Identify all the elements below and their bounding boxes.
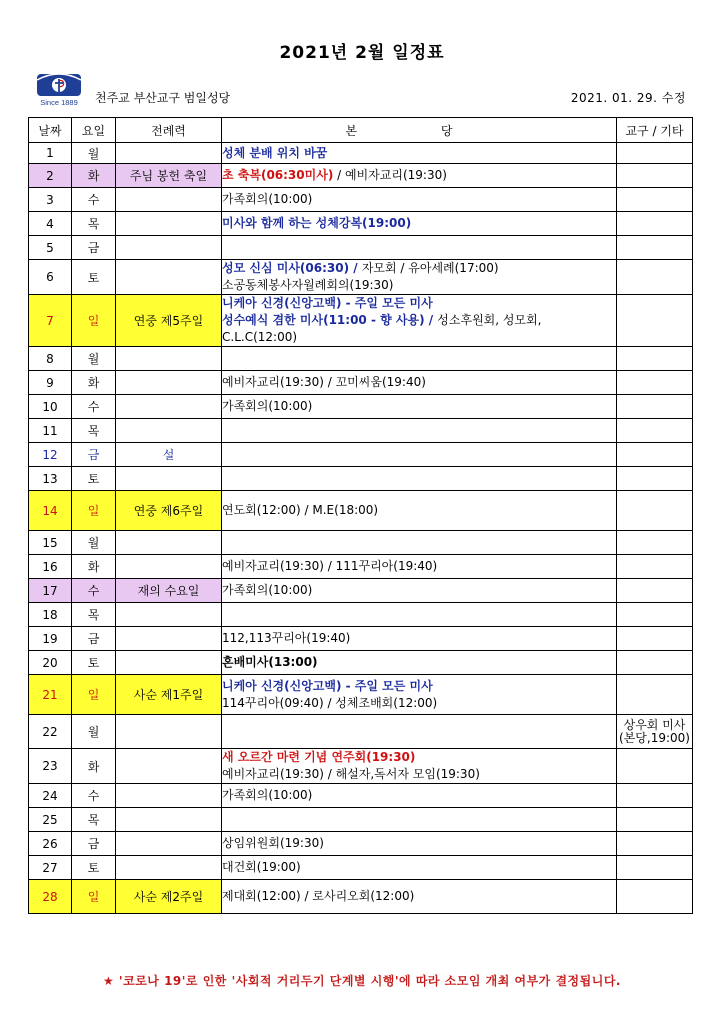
schedule-text: 가족회의(10:00)	[222, 583, 313, 597]
schedule-text: 혼배미사(13:00)	[222, 655, 318, 669]
date-cell: 23	[29, 749, 72, 784]
weekday-cell: 일	[72, 675, 116, 715]
extra-cell	[617, 808, 693, 832]
table-row	[29, 419, 693, 443]
extra-cell	[617, 143, 693, 164]
schedule-table	[28, 117, 693, 914]
extra-cell	[617, 784, 693, 808]
table-row	[29, 443, 693, 467]
schedule-cell	[222, 467, 617, 491]
schedule-text: 자모회 / 유아세례(17:00)	[361, 261, 499, 275]
schedule-cell	[222, 236, 617, 260]
weekday-cell: 목	[72, 419, 116, 443]
weekday-cell: 목	[72, 808, 116, 832]
table-row	[29, 164, 693, 188]
schedule-text: 니케아 신경(신앙고백) - 주일 모든 미사	[222, 296, 433, 310]
footer-notice: ★ '코로나 19'로 인한 '사회적 거리두기 단계별 시행'에 따라 소모임 개최 여부가 결정됩니다.	[103, 974, 621, 988]
weekday-cell: 수	[72, 188, 116, 212]
schedule-cell	[222, 212, 617, 236]
extra-cell: 상우회 미사 (본당,19:00)	[617, 715, 693, 749]
table-row	[29, 627, 693, 651]
liturgy-cell	[116, 784, 222, 808]
date-cell: 17	[29, 579, 72, 603]
liturgy-cell	[116, 143, 222, 164]
schedule-cell	[222, 395, 617, 419]
extra-cell	[617, 395, 693, 419]
liturgy-cell	[116, 188, 222, 212]
extra-cell	[617, 749, 693, 784]
extra-cell	[617, 531, 693, 555]
table-row	[29, 808, 693, 832]
table-row	[29, 295, 693, 347]
schedule-cell	[222, 188, 617, 212]
table-row	[29, 675, 693, 715]
header-extra: 교구 / 기타	[617, 118, 693, 143]
extra-cell	[617, 555, 693, 579]
date-cell: 25	[29, 808, 72, 832]
weekday-cell: 토	[72, 467, 116, 491]
schedule-text: 성모 신심 미사(06:30) /	[222, 261, 362, 275]
schedule-cell	[222, 143, 617, 164]
weekday-cell: 월	[72, 143, 116, 164]
date-cell: 10	[29, 395, 72, 419]
table-row	[29, 579, 693, 603]
table-row	[29, 188, 693, 212]
schedule-cell	[222, 749, 617, 784]
date-cell: 21	[29, 675, 72, 715]
table-row	[29, 856, 693, 880]
liturgy-cell: 사순 제2주일	[116, 880, 222, 914]
liturgy-cell	[116, 395, 222, 419]
liturgy-cell	[116, 260, 222, 295]
liturgy-cell	[116, 236, 222, 260]
schedule-cell	[222, 419, 617, 443]
extra-cell	[617, 856, 693, 880]
extra-cell	[617, 832, 693, 856]
weekday-cell: 수	[72, 579, 116, 603]
date-cell: 7	[29, 295, 72, 347]
extra-cell	[617, 579, 693, 603]
table-row	[29, 347, 693, 371]
schedule-cell	[222, 260, 617, 295]
date-cell: 15	[29, 531, 72, 555]
schedule-cell	[222, 603, 617, 627]
table-row	[29, 603, 693, 627]
weekday-cell: 토	[72, 260, 116, 295]
table-header-row	[29, 118, 693, 143]
schedule-text: 연도회(12:00) / M.E(18:00)	[222, 503, 379, 517]
date-cell: 12	[29, 443, 72, 467]
schedule-cell	[222, 832, 617, 856]
liturgy-cell: 사순 제1주일	[116, 675, 222, 715]
table-row	[29, 371, 693, 395]
schedule-cell	[222, 443, 617, 467]
date-cell: 8	[29, 347, 72, 371]
extra-cell	[617, 295, 693, 347]
schedule-text: 예비자교리(19:30) / 꼬미씨움(19:40)	[222, 375, 426, 389]
date-cell: 3	[29, 188, 72, 212]
liturgy-cell: 설	[116, 443, 222, 467]
schedule-cell	[222, 784, 617, 808]
schedule-text: 초 축복(06:30미사)	[222, 168, 334, 182]
extra-cell	[617, 164, 693, 188]
date-cell: 5	[29, 236, 72, 260]
weekday-cell: 일	[72, 295, 116, 347]
liturgy-cell: 재의 수요일	[116, 579, 222, 603]
schedule-cell	[222, 856, 617, 880]
schedule-text: 예비자교리(19:30) / 해설자,독서자 모임(19:30)	[222, 767, 480, 781]
liturgy-cell	[116, 832, 222, 856]
revision-date: 2021. 01. 29. 수정	[570, 91, 686, 105]
schedule-text: / 예비자교리(19:30)	[333, 168, 447, 182]
weekday-cell: 금	[72, 832, 116, 856]
table-row	[29, 715, 693, 749]
weekday-cell: 일	[72, 491, 116, 531]
liturgy-cell	[116, 419, 222, 443]
schedule-cell	[222, 651, 617, 675]
date-cell: 1	[29, 143, 72, 164]
schedule-text: 소공동체봉사자월례회의(19:30)	[222, 278, 394, 292]
header-date: 날짜	[29, 118, 72, 143]
extra-cell	[617, 419, 693, 443]
table-row	[29, 555, 693, 579]
date-cell: 6	[29, 260, 72, 295]
date-cell: 2	[29, 164, 72, 188]
header-main: 본 당	[222, 118, 617, 143]
weekday-cell: 목	[72, 603, 116, 627]
date-cell: 13	[29, 467, 72, 491]
extra-cell	[617, 188, 693, 212]
table-row	[29, 395, 693, 419]
liturgy-cell	[116, 531, 222, 555]
date-cell: 14	[29, 491, 72, 531]
table-row	[29, 651, 693, 675]
schedule-cell	[222, 808, 617, 832]
header-weekday: 요일	[72, 118, 116, 143]
schedule-cell	[222, 347, 617, 371]
liturgy-cell	[116, 749, 222, 784]
date-cell: 4	[29, 212, 72, 236]
extra-cell	[617, 627, 693, 651]
extra-cell	[617, 880, 693, 914]
table-row	[29, 236, 693, 260]
extra-cell	[617, 236, 693, 260]
table-row	[29, 260, 693, 295]
date-cell: 9	[29, 371, 72, 395]
liturgy-cell	[116, 715, 222, 749]
schedule-cell	[222, 371, 617, 395]
table-row	[29, 143, 693, 164]
table-row	[29, 491, 693, 531]
schedule-text: 니케아 신경(신앙고백) - 주일 모든 미사	[222, 678, 433, 693]
weekday-cell: 화	[72, 555, 116, 579]
liturgy-cell	[116, 808, 222, 832]
liturgy-cell	[116, 212, 222, 236]
date-cell: 20	[29, 651, 72, 675]
logo-since-text: Since 1889	[40, 98, 78, 107]
liturgy-cell	[116, 603, 222, 627]
extra-cell	[617, 675, 693, 715]
schedule-cell	[222, 880, 617, 914]
date-cell: 16	[29, 555, 72, 579]
extra-cell	[617, 443, 693, 467]
parish-name: 천주교 부산교구 범일성당	[95, 91, 231, 105]
schedule-text: 114꾸리아(09:40) / 성체조배회(12:00)	[222, 695, 438, 710]
date-cell: 27	[29, 856, 72, 880]
date-cell: 26	[29, 832, 72, 856]
liturgy-cell	[116, 856, 222, 880]
schedule-text: 성소후원회, 성모회, C.L.C(12:00)	[222, 313, 542, 344]
schedule-cell	[222, 164, 617, 188]
date-cell: 19	[29, 627, 72, 651]
schedule-text: 가족회의(10:00)	[222, 788, 313, 802]
liturgy-cell: 연중 제6주일	[116, 491, 222, 531]
weekday-cell: 금	[72, 627, 116, 651]
schedule-cell	[222, 491, 617, 531]
liturgy-cell: 연중 제5주일	[116, 295, 222, 347]
date-cell: 22	[29, 715, 72, 749]
liturgy-cell	[116, 371, 222, 395]
weekday-cell: 토	[72, 856, 116, 880]
weekday-cell: 토	[72, 651, 116, 675]
extra-cell	[617, 371, 693, 395]
schedule-cell	[222, 579, 617, 603]
liturgy-cell	[116, 467, 222, 491]
schedule-text: 대건회(19:00)	[222, 860, 301, 874]
schedule-cell	[222, 555, 617, 579]
weekday-cell: 화	[72, 749, 116, 784]
schedule-text: 새 오르간 마련 기념 연주회(19:30)	[222, 750, 416, 764]
table-row	[29, 531, 693, 555]
liturgy-cell: 주님 봉헌 축일	[116, 164, 222, 188]
table-row	[29, 467, 693, 491]
date-cell: 18	[29, 603, 72, 627]
table-row	[29, 880, 693, 914]
schedule-text: 미사와 함께 하는 성체강복(19:00)	[222, 216, 412, 230]
weekday-cell: 월	[72, 347, 116, 371]
liturgy-cell	[116, 555, 222, 579]
table-row	[29, 212, 693, 236]
extra-cell	[617, 651, 693, 675]
page-title: 2021년 2월 일정표	[279, 43, 445, 63]
schedule-cell	[222, 531, 617, 555]
schedule-text: 112,113꾸리아(19:40)	[222, 631, 351, 645]
schedule-text: 성수예식 겸한 미사(11:00 - 향 사용) /	[222, 313, 438, 327]
weekday-cell: 월	[72, 531, 116, 555]
schedule-text: 성체 분배 위치 바꿈	[222, 145, 328, 160]
date-cell: 24	[29, 784, 72, 808]
table-row	[29, 749, 693, 784]
schedule-text: 제대회(12:00) / 로사리오회(12:00)	[222, 889, 415, 903]
schedule-text: 예비자교리(19:30) / 111꾸리아(19:40)	[222, 559, 438, 573]
schedule-text: 가족회의(10:00)	[222, 399, 313, 413]
extra-cell	[617, 603, 693, 627]
weekday-cell: 목	[72, 212, 116, 236]
weekday-cell: 월	[72, 715, 116, 749]
parish-logo-icon	[33, 70, 85, 108]
liturgy-cell	[116, 651, 222, 675]
table-row	[29, 784, 693, 808]
schedule-cell	[222, 627, 617, 651]
weekday-cell: 일	[72, 880, 116, 914]
weekday-cell: 화	[72, 164, 116, 188]
schedule-text: 가족회의(10:00)	[222, 192, 313, 206]
schedule-text: 상임위원회(19:30)	[222, 836, 324, 850]
table-row	[29, 832, 693, 856]
date-cell: 28	[29, 880, 72, 914]
schedule-cell	[222, 295, 617, 347]
liturgy-cell	[116, 347, 222, 371]
extra-cell	[617, 347, 693, 371]
liturgy-cell	[116, 627, 222, 651]
extra-cell	[617, 491, 693, 531]
extra-cell	[617, 467, 693, 491]
weekday-cell: 화	[72, 371, 116, 395]
weekday-cell: 금	[72, 443, 116, 467]
weekday-cell: 수	[72, 395, 116, 419]
date-cell: 11	[29, 419, 72, 443]
schedule-cell	[222, 715, 617, 749]
extra-cell	[617, 212, 693, 236]
weekday-cell: 금	[72, 236, 116, 260]
weekday-cell: 수	[72, 784, 116, 808]
header-liturgy: 전례력	[116, 118, 222, 143]
extra-cell	[617, 260, 693, 295]
schedule-cell	[222, 675, 617, 715]
